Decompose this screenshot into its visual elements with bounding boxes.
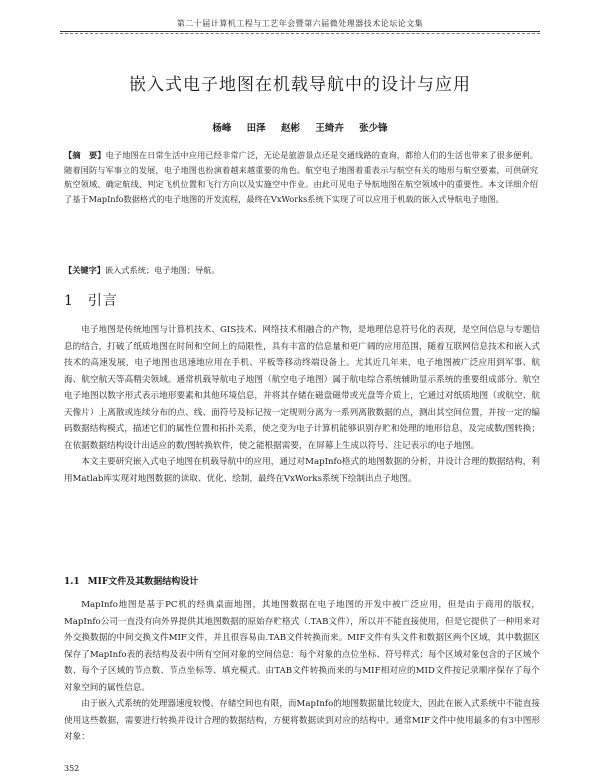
- running-head: 第二十届计算机工程与工艺年会暨第六届微处理器技术论坛论文集: [176, 19, 424, 28]
- author: 张少锋: [359, 123, 388, 134]
- subsection-heading: [64, 574, 198, 587]
- section-number: 1: [64, 293, 74, 309]
- author-list: [60, 120, 540, 134]
- author: 赵彬: [280, 123, 300, 134]
- subsection-body: [64, 597, 540, 746]
- keywords-text: 嵌入式系统；电子地图；导航。: [104, 265, 220, 275]
- body-paragraph: 电子地图是传统地图与计算机技术、GIS技术、网络技术相融合的产物，是地理信息符号化的表现，是空间信息与专题信息的结合，打破了纸质地图在时间和空间上的局限性，具有丰富的信息量和更广阔的应用范围，随着互联网信息技术和嵌入式技术的高速发展，电子地图也迅速地应用在手机、平板等移动终端设备上。尤其近几年来，电子地图被广泛应用到军事、航海、航空航天等高精尖领域。通常机载导航电子地图（航空电子地图）属于航电综合系统辅助显示系统的重要组成部分。航空电子地图以数字形式表示地形要素和其他环境信息，并将其存储在磁盘磁带或光盘等介质上，它通过对纸质地图（或航空、航天像片）上离散或连续分布的点、线、面符号及标记按一定规则分离为一系列离散数据的点，测出其空间位置，并按一定的编码数据结构模式，描述它们的属性位置和拓扑关系，使之变为电子计算机能够识别存贮和处理的地形信息，及完成数/图转换；在依据数据结构设计出适应的数/图转换软件，使之能根据需要，在屏幕上生成以符号、注记表示的电子地图。: [64, 325, 540, 451]
- subsection-title: MIF文件及其数据结构设计: [87, 577, 199, 587]
- abstract-text: 电子地图在日常生活中应用已经非常广泛，无论是旅游景点还是交通线路的查询，都给人们的生活也带来了很多便利。随着国防与军事立的发展，电子地图也扮演着越来越重要的角色。航空电子地图着重表示与航空有关的地形与航空要素，可供研究航空领域、确定航线、判定飞机位置和飞行方向以及实施空中作业。由此可见电子导航地图在航空领域中的重要性。本文详细介绍了基于MapInfo数据格式的电子地图的开发流程，最终在VxWorks系统下实现了可以应用于机载的嵌入式导航电子地图。: [64, 150, 538, 204]
- section-title: 引言: [87, 293, 118, 309]
- header-rule-dashed: [60, 33, 540, 34]
- header-rule: [60, 31, 540, 32]
- author: 王绮卉: [315, 123, 344, 134]
- paper-title: 嵌入式电子地图在机载导航中的设计与应用: [129, 75, 471, 95]
- keywords: [64, 263, 538, 277]
- body-paragraph: 由于嵌入式系统的处理器速度较慢、存储空间也有限，而MapInfo的地图数据量比较庞大，因此在嵌入式系统中不能直接使用这些数据，需要进行转换并设计合理的数据结构，方便将数据读到对应的结构中。通常MIF文件中使用最多的有3中图形对象：: [64, 699, 540, 742]
- section-heading: [64, 290, 118, 310]
- abstract: [64, 148, 538, 206]
- body-paragraph: 本文主要研究嵌入式电子地图在机载导航中的应用，通过对MapInfo格式的地图数据的分析，并设计合理的数据结构，利用Matlab库实现对地图数据的读取、优化、绘制，最终在VxWorks系统下绘制出点子地图。: [64, 457, 540, 484]
- keywords-label: 【关键字】: [64, 265, 105, 275]
- section-body: [64, 322, 540, 487]
- author: 田泽: [246, 123, 266, 134]
- abstract-label: 【摘 要】: [64, 150, 106, 160]
- subsection-number: 1.1: [64, 577, 80, 587]
- body-paragraph: MapInfo地图是基于PC机的经典桌面地图，其地图数据在电子地图的开发中被广泛应用，但是由于商用的版权，MapInfo公司一直没有向外界提供其地图数据的原始存贮格式（.TAB文件），所以并不能直接使用，但是它提供了一种用来对外交换数据的中间交换文件MIF文件，并且很容易由.TAB文件转换而来。MIF文件有头文件和数据区两个区域，其中数据区保存了MapInfo表的表结构及表中所有空间对象的空间信息：每个对象的点位坐标、符号样式；每个区域对象包含的子区域个数、每个子区域的节点数、节点坐标等、填充模式。由TAB文件转换而来的与MIF相对应的MID文件按记录顺序保存了每个对象空间的属性信息。: [64, 600, 540, 693]
- author: 杨峰: [212, 123, 232, 134]
- page-number: 352: [64, 764, 80, 773]
